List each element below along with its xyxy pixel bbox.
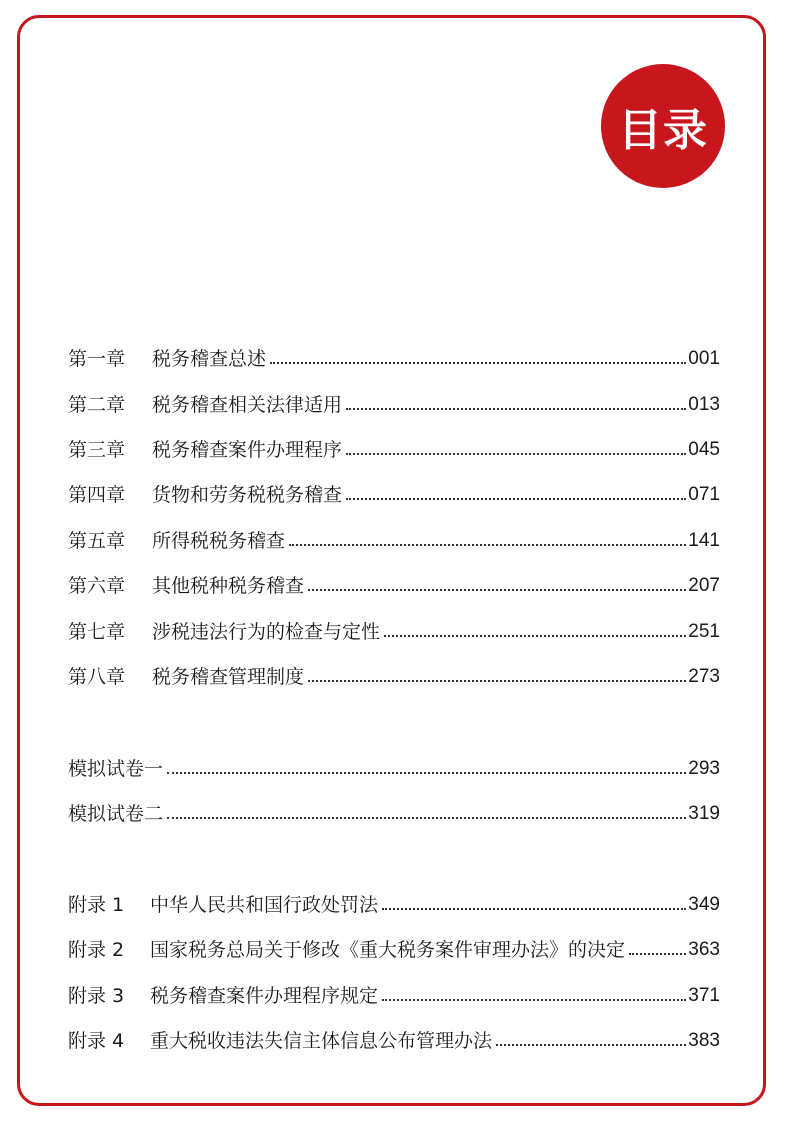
appendix-label: 附录 2 <box>68 939 125 961</box>
chapter-label: 第八章 <box>68 666 126 688</box>
dot-leader <box>289 544 686 546</box>
dot-leader <box>270 362 686 364</box>
dot-leader <box>382 999 686 1001</box>
appendix-label: 附录 1 <box>68 894 125 916</box>
page-number: 013 <box>688 394 720 415</box>
entry-title: 税务稽查案件办理程序 <box>152 439 343 461</box>
chapter-label: 第三章 <box>68 439 126 461</box>
toc-entry-appendix-4[interactable] <box>68 1027 720 1055</box>
dot-leader <box>308 680 686 682</box>
dot-leader <box>346 453 686 455</box>
dot-leader <box>346 498 686 500</box>
entry-title: 税务稽查案件办理程序规定 <box>150 985 379 1007</box>
toc-entry-appendix-3[interactable] <box>68 982 720 1010</box>
page-number: 371 <box>688 985 720 1006</box>
chapter-label: 第一章 <box>68 348 126 370</box>
page-number: 141 <box>688 530 720 551</box>
entry-title: 其他税种税务稽查 <box>152 575 305 597</box>
appendix-label: 附录 3 <box>68 985 125 1007</box>
chapter-label: 第二章 <box>68 394 126 416</box>
toc-heading-badge <box>601 64 725 188</box>
appendix-label: 附录 4 <box>68 1030 125 1052</box>
page-number: 071 <box>688 484 720 505</box>
page-number: 319 <box>688 803 720 824</box>
toc-entry-chapter-3[interactable] <box>68 436 720 464</box>
page-number: 293 <box>688 758 720 779</box>
entry-title: 模拟试卷二 <box>68 803 164 825</box>
toc-entry-chapter-4[interactable] <box>68 481 720 509</box>
toc-entry-chapter-2[interactable] <box>68 391 720 419</box>
dot-leader <box>382 908 686 910</box>
chapter-label: 第七章 <box>68 621 126 643</box>
dot-leader <box>629 953 686 955</box>
entry-title: 税务稽查管理制度 <box>152 666 305 688</box>
entry-title: 所得税税务稽查 <box>152 530 286 552</box>
page-number: 383 <box>688 1030 720 1051</box>
entry-title: 税务稽查总述 <box>152 348 267 370</box>
entry-title: 中华人民共和国行政处罚法 <box>150 894 379 916</box>
chapter-label: 第六章 <box>68 575 126 597</box>
page-number: 251 <box>688 621 720 642</box>
toc-heading: 目录 <box>618 105 708 156</box>
entry-title: 涉税违法行为的检查与定性 <box>152 621 381 643</box>
page-number: 349 <box>688 894 720 915</box>
chapter-label: 第四章 <box>68 484 126 506</box>
dot-leader <box>308 589 686 591</box>
entry-title: 货物和劳务税税务稽查 <box>152 484 343 506</box>
toc-entry-mock-exam-1[interactable] <box>68 755 720 783</box>
page-number: 273 <box>688 666 720 687</box>
toc-entry-mock-exam-2[interactable] <box>68 800 720 828</box>
page-number: 001 <box>688 348 720 369</box>
toc-entry-chapter-5[interactable] <box>68 527 720 555</box>
toc-entry-chapter-7[interactable] <box>68 618 720 646</box>
toc-entry-appendix-1[interactable] <box>68 891 720 919</box>
page-number: 045 <box>688 439 720 460</box>
page-number: 363 <box>688 939 720 960</box>
chapter-label: 第五章 <box>68 530 126 552</box>
entry-title: 模拟试卷一 <box>68 758 164 780</box>
toc-entry-chapter-1[interactable] <box>68 345 720 373</box>
toc-entry-chapter-8[interactable] <box>68 663 720 691</box>
dot-leader <box>167 817 686 819</box>
dot-leader <box>384 635 686 637</box>
toc-entry-chapter-6[interactable] <box>68 572 720 600</box>
entry-title: 重大税收违法失信主体信息公布管理办法 <box>150 1030 493 1052</box>
entry-title: 国家税务总局关于修改《重大税务案件审理办法》的决定 <box>150 939 626 961</box>
page-number: 207 <box>688 575 720 596</box>
dot-leader <box>346 408 686 410</box>
toc-entry-appendix-2[interactable] <box>68 936 720 964</box>
entry-title: 税务稽查相关法律适用 <box>152 394 343 416</box>
dot-leader <box>496 1044 686 1046</box>
dot-leader <box>167 772 686 774</box>
